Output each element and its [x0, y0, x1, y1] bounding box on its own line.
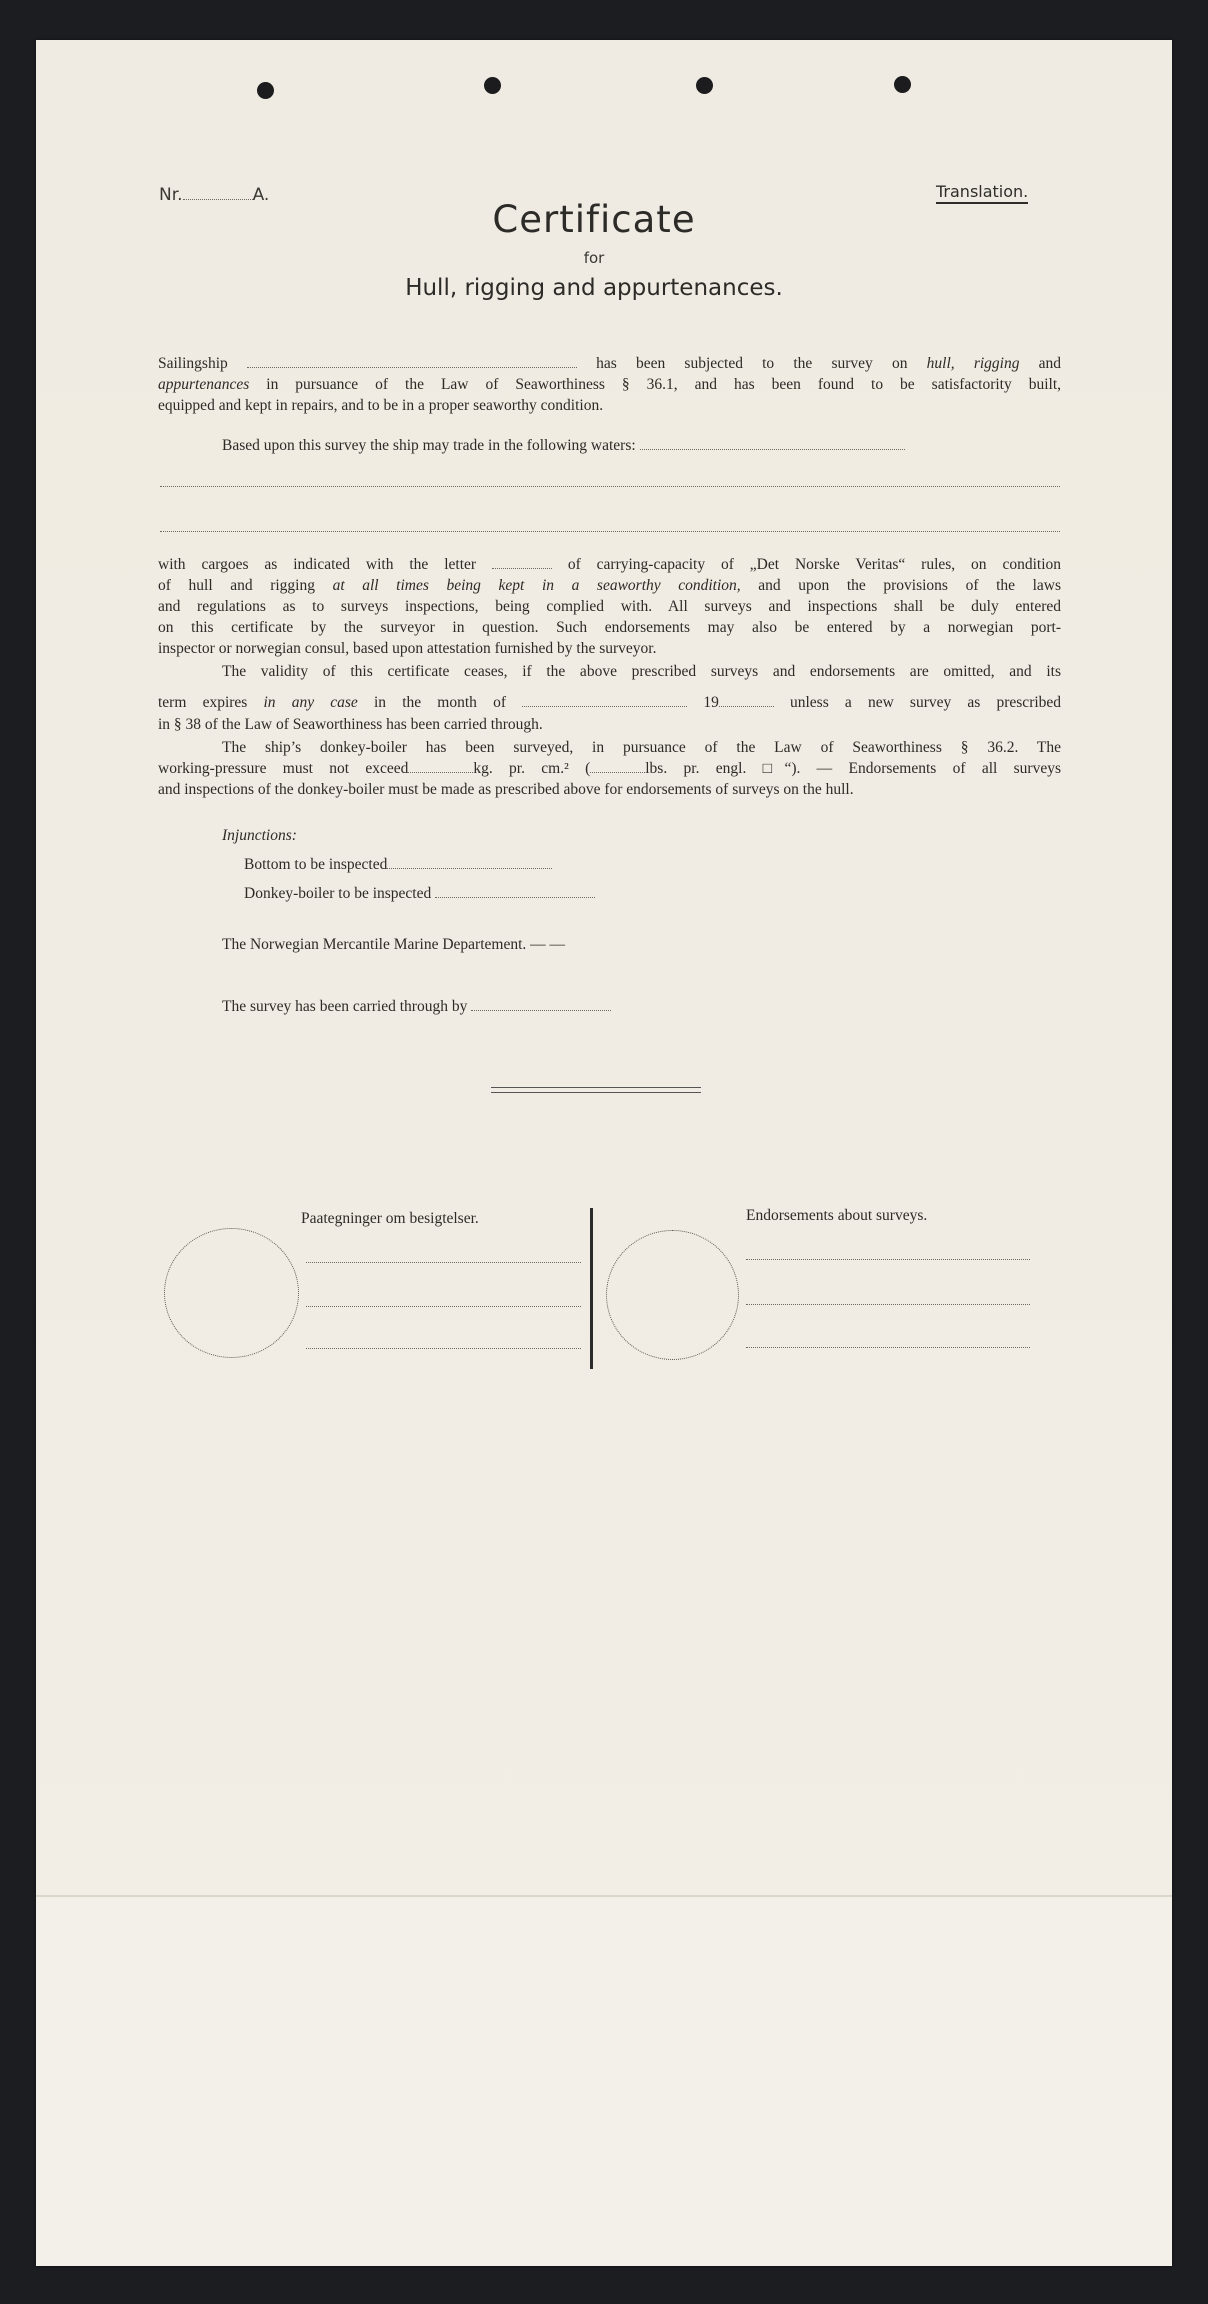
endorsement-blank-line: [746, 1304, 1030, 1305]
page-subtitle: Hull, rigging and appurtenances.: [405, 275, 783, 301]
survey-statement-line-1: Sailingship has been subjected to the survey on hull, rigging and: [158, 355, 1062, 372]
endorsement-column-separator: [590, 1208, 593, 1369]
stamp-circle-right: [606, 1230, 739, 1360]
punch-hole: [894, 76, 911, 93]
trading-waters-line: Based upon this survey the ship may trade in the following waters:: [222, 435, 905, 456]
boiler-line-3: and inspections of the donkey-boiler must be made as prescribed above for endorsements of surveys on the hull.: [158, 781, 854, 798]
page-title: Certificate: [492, 198, 696, 241]
injunctions-heading: Injunctions:: [222, 827, 297, 844]
nr-label: Nr.: [159, 185, 183, 205]
conditions-line-5: inspector or norwegian consul, based upon attestation furnished by the surveyor.: [158, 640, 657, 657]
conditions-line-2: of hull and rigging at all times being kept in a seaworthy condition, and upon the provisions of the laws: [158, 577, 1062, 594]
survey-statement-line-2: appurtenances in pursuance of the Law of Seaworthiness § 36.1, and has been found to be satisfactority built,: [158, 376, 1062, 393]
injunction-bottom: Bottom to be inspected: [244, 854, 552, 875]
endorsement-blank-line: [746, 1259, 1030, 1260]
survey-statement-line-3: equipped and kept in repairs, and to be in a proper seaworthy condition.: [158, 397, 604, 414]
punch-hole: [696, 77, 713, 94]
translation-label: Translation.: [936, 182, 1028, 204]
validity-line-2: term expires in any case in the month of 19 unless a new survey as prescribed: [158, 694, 1062, 711]
nr-suffix: A.: [252, 185, 270, 205]
lower-paper-panel: [36, 1897, 1172, 2266]
endorsement-blank-line: [746, 1347, 1030, 1348]
validity-line-3: in § 38 of the Law of Seaworthiness has been carried through.: [158, 716, 543, 733]
conditions-line-1: with cargoes as indicated with the letter of carrying-capacity of „Det Norske Veritas“ rules, on condition: [158, 556, 1062, 573]
endorsement-title-english: Endorsements about surveys.: [746, 1207, 928, 1224]
endorsement-title-norwegian: Paategninger om besigtelser.: [301, 1210, 479, 1227]
trading-waters-blank: [160, 531, 1060, 532]
conditions-line-4: on this certificate by the surveyor in question. Such endorsements may also be entered by a norwegian port-: [158, 619, 1061, 636]
conditions-line-3: and regulations as to surveys inspections, being complied with. All surveys and inspections shall be duly entered: [158, 598, 1061, 615]
injunction-donkey-boiler: Donkey-boiler to be inspected: [244, 883, 595, 904]
validity-line-1: The validity of this certificate ceases, if the above prescribed surveys and endorsements are omitted, and its: [222, 663, 1061, 680]
punch-hole: [484, 77, 501, 94]
trading-waters-blank: [160, 486, 1060, 487]
title-for: for: [583, 249, 605, 267]
endorsement-blank-line: [306, 1306, 581, 1307]
section-divider: [491, 1087, 701, 1093]
boiler-line-2: working-pressure must not exceed kg. pr. cm.² ( lbs. pr. engl. □“). — Endorsements of all surveys: [158, 760, 1061, 777]
surveyor-line: The survey has been carried through by: [222, 996, 611, 1017]
department-line: The Norwegian Mercantile Marine Departement. — —: [222, 936, 566, 953]
endorsement-blank-line: [306, 1348, 581, 1349]
punch-hole: [257, 82, 274, 99]
certificate-paper: [36, 40, 1172, 2266]
stamp-circle-left: [164, 1228, 299, 1358]
endorsement-blank-line: [306, 1262, 581, 1263]
boiler-line-1: The ship’s donkey-boiler has been surveyed, in pursuance of the Law of Seaworthiness § 36.2. The: [222, 739, 1061, 756]
